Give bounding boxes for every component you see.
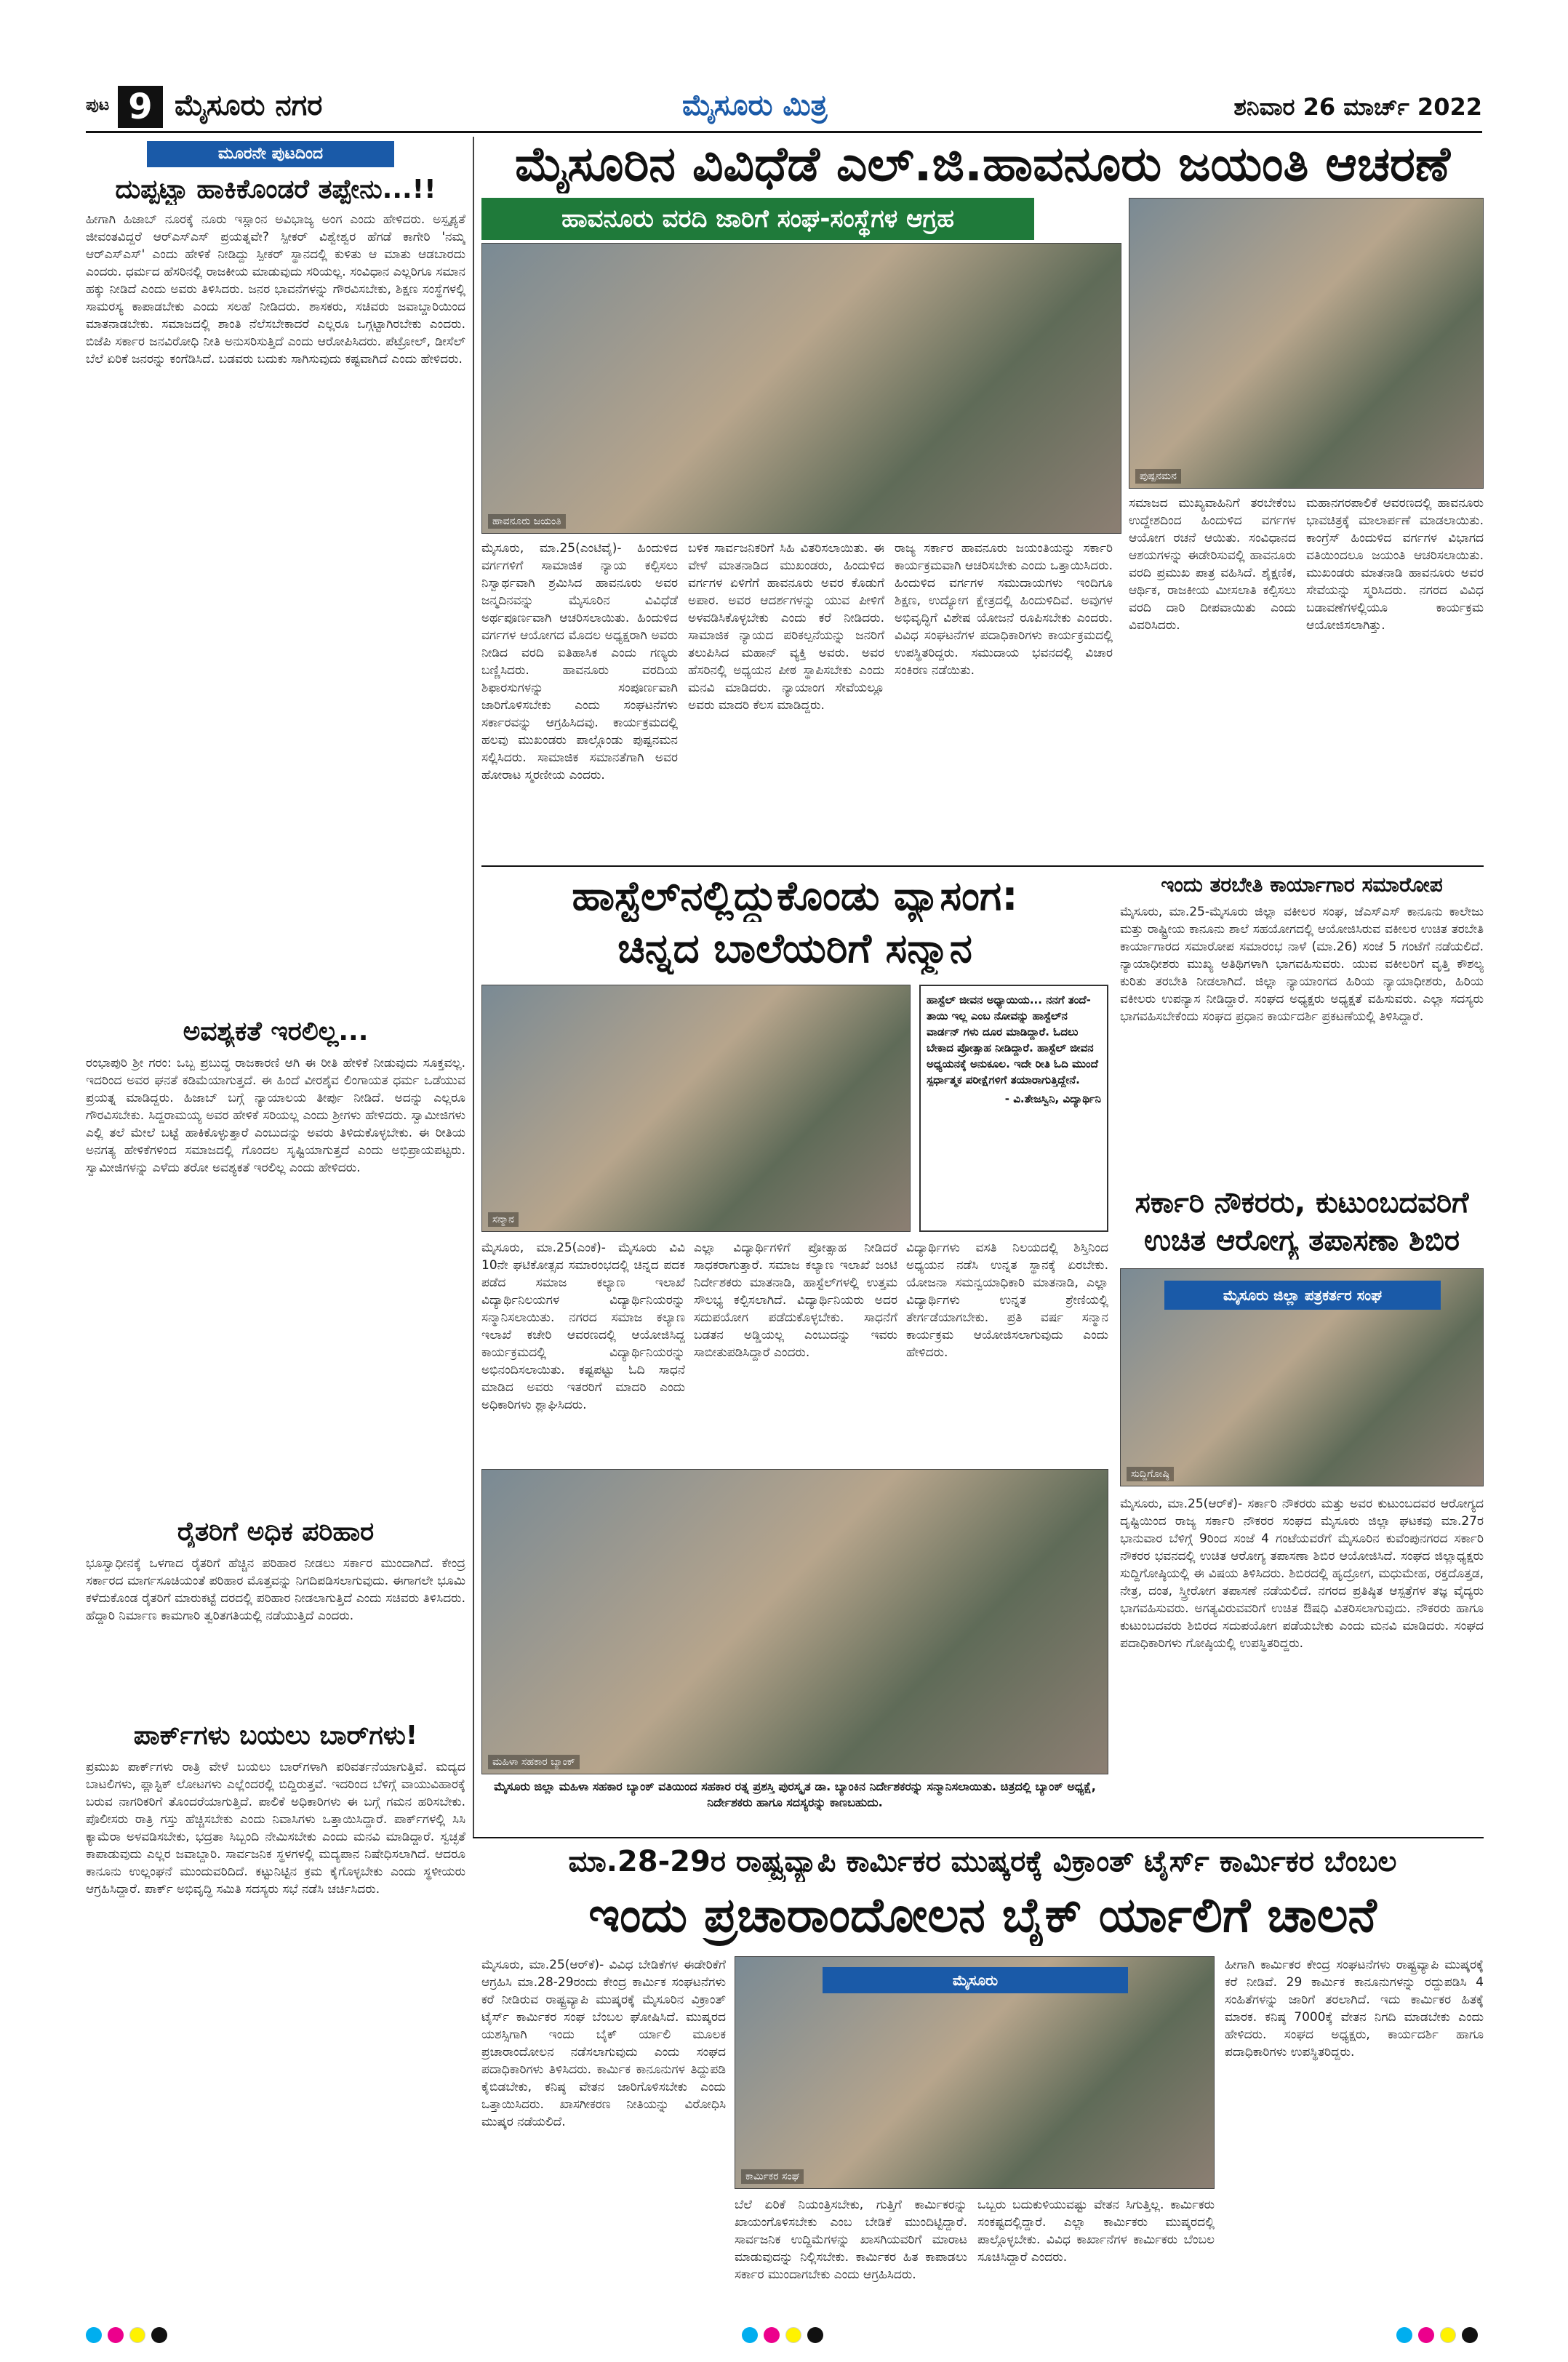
lead-side-photo-label: ಪುಷ್ಪನಮನ — [1135, 469, 1181, 484]
reg-black-mark — [151, 2327, 167, 2343]
left-column — [86, 137, 465, 2151]
dupatta-headline: ದುಪ್ಪಟ್ಟಾ ಹಾಕಿಕೊಂಡರೆ ತಪ್ಪೇನು...!! — [115, 175, 436, 204]
workshop-headline: ಇಂದು ತರಬೇತಿ ಕಾರ್ಯಾಗಾರ ಸಮಾರೋಪ — [1161, 873, 1443, 897]
reg-black-mark — [807, 2327, 823, 2343]
strike-top-rule — [473, 1837, 1484, 1838]
hostel-col2: ಎಲ್ಲಾ ವಿದ್ಯಾರ್ಥಿಗಳಿಗೆ ಪ್ರೋತ್ಸಾಹ ನೀಡಿದರೆ ಸಾಧಕರಾಗುತ್ತಾರೆ. ಸಮಾಜ ಕಲ್ಯಾಣ ಇಲಾಖೆ ಜಂಟಿ ನಿರ್ದೇಶಕರು ಮಾತನಾಡಿ, ಹಾಸ್ಟೆಲ್‌ಗಳಲ್ಲಿ ಉತ್ತಮ ಸೌಲಭ್ಯ ಕಲ್ಪಿಸಲಾಗಿದೆ. ವಿದ್ಯಾರ್ಥಿನಿಯರು ಅದರ ಸದುಪಯೋಗ ಪಡೆದುಕೊಳ್ಳಬೇಕು. ಸಾಧನೆಗೆ ಬಡತನ ಅಡ್ಡಿಯಲ್ಲ ಎಂಬುದನ್ನು ಇವರು ಸಾಬೀತುಪಡಿಸಿದ್ದಾರೆ ಎಂದರು. — [694, 1241, 897, 1360]
registration-marks-left — [86, 2327, 173, 2346]
reg-black-mark — [1462, 2327, 1478, 2343]
reg-yellow-mark — [785, 2327, 801, 2343]
strike-photo-label: ಕಾರ್ಮಿಕರ ಸಂಘ — [741, 2169, 804, 2184]
left-column-divider — [473, 137, 474, 1838]
lead-main-photo — [481, 243, 1121, 534]
avashyakate-headline: ಅವಶ್ಯಕತೆ ಇರಲಿಲ್ಲ... — [183, 1017, 369, 1046]
health-photo-label: ಸುದ್ದಿಗೋಷ್ಠಿ — [1127, 1467, 1174, 1481]
masthead-rule — [86, 131, 1482, 133]
lead-col1: ಮೈಸೂರು, ಮಾ.25(ಎಂಟಿವೈ)- ಹಿಂದುಳಿದ ವರ್ಗಗಳಿಗೆ ಸಾಮಾಜಿಕ ನ್ಯಾಯ ಕಲ್ಪಿಸಲು ನಿಸ್ವಾರ್ಥವಾಗಿ ಶ್ರಮಿಸಿದ ಹಾವನೂರು ಅವರ ಜನ್ಮದಿನವನ್ನು ಮೈಸೂರಿನ ವಿವಿಧೆಡೆ ಅರ್ಥಪೂರ್ಣವಾಗಿ ಆಚರಿಸಲಾಯಿತು. ಹಿಂದುಳಿದ ವರ್ಗಗಳ ಆಯೋಗದ ಮೊದಲ ಅಧ್ಯಕ್ಷರಾಗಿ ಅವರು ನೀಡಿದ ವರದಿ ಐತಿಹಾಸಿಕ ಎಂದು ಗಣ್ಯರು ಬಣ್ಣಿಸಿದರು. ಹಾವನೂರು ವರದಿಯ ಶಿಫಾರಸುಗಳನ್ನು ಸಂಪೂರ್ಣವಾಗಿ ಜಾರಿಗೊಳಿಸಬೇಕು ಎಂದು ಸಂಘಟನೆಗಳು ಸರ್ಕಾರವನ್ನು ಆಗ್ರಹಿಸಿದವು. ಕಾರ್ಯಕ್ರಮದಲ್ಲಿ ಹಲವು ಮುಖಂಡರು ಪಾಲ್ಗೊಂಡು ಪುಷ್ಪನಮನ ಸಲ್ಲಿಸಿದರು. ಸಾಮಾಜಿಕ ಸಮಾನತೆಗಾಗಿ ಅವರ ಹೋರಾಟ ಸ್ಮರಣೀಯ ಎಂದರು. — [481, 541, 678, 782]
health-photo-banner: ಮೈಸೂರು ಜಿಲ್ಲಾ ಪತ್ರಕರ್ತರ ಸಂಘ — [1164, 1281, 1441, 1310]
reg-cyan-mark — [1396, 2327, 1412, 2343]
women-coop-photo — [481, 1469, 1108, 1774]
strike-photo-banner: ಮೈಸೂರು — [823, 1967, 1128, 1993]
strike-photo — [735, 1956, 1215, 2189]
hostel-photo — [481, 985, 911, 1232]
section-title: ಮೈಸೂರು ನಗರ — [175, 89, 323, 122]
hostel-quote: ಹಾಸ್ಟೆಲ್ ಜೀವನ ಅಧ್ಯಾಯಿಯ... ನನಗೆ ತಂದೆ-ತಾಯಿ ಇಲ್ಲ ಎಂಬ ನೋವನ್ನು ಹಾಸ್ಟೆಲ್‌ನ ವಾರ್ಡನ್ ಗಳು ದೂರ ಮಾಡಿದ್ದಾರೆ. ಓದಲು ಬೇಕಾದ ಪ್ರೋತ್ಸಾಹ ನೀಡಿದ್ದಾರೆ. ಹಾಸ್ಟೆಲ್ ಜೀವನ ಅಧ್ಯಯನಕ್ಕೆ ಅನುಕೂಲ. ಇದೇ ರೀತಿ ಓದಿ ಮುಂದೆ ಸ್ಪರ್ಧಾತ್ಮಕ ಪರೀಕ್ಷೆಗಳಿಗೆ ತಯಾರಾಗುತ್ತಿದ್ದೇನೆ. — [927, 993, 1098, 1086]
reg-yellow-mark — [1440, 2327, 1456, 2343]
lead-side-photo — [1129, 198, 1484, 489]
paper-name: ಮೈಸೂರು ಮಿತ್ರ — [682, 89, 828, 122]
lead-col5: ಮಹಾನಗರಪಾಲಿಕೆ ಆವರಣದಲ್ಲಿ ಹಾವನೂರು ಭಾವಚಿತ್ರಕ್ಕೆ ಮಾಲಾರ್ಪಣೆ ಮಾಡಲಾಯಿತು. ಕಾಂಗ್ರೆಸ್ ಹಿಂದುಳಿದ ವರ್ಗಗಳ ವಿಭಾಗದ ವತಿಯಿಂದಲೂ ಜಯಂತಿ ಆಚರಿಸಲಾಯಿತು. ಮುಖಂಡರು ಮಾತನಾಡಿ ಹಾವನೂರು ಅವರ ಸೇವೆಯನ್ನು ಸ್ಮರಿಸಿದರು. ನಗರದ ವಿವಿಧ ಬಡಾವಣೆಗಳಲ್ಲಿಯೂ ಕಾರ್ಯಕ್ರಮ ಆಯೋಜಿಸಲಾಗಿತ್ತು. — [1306, 496, 1484, 633]
strike-headline-1: ಮಾ.28-29ರ ರಾಷ್ಟ್ರವ್ಯಾಪಿ ಕಾರ್ಮಿಕರ ಮುಷ್ಕರಕ್ಕೆ ವಿಕ್ರಾಂತ್ ಟೈರ್ಸ್ ಕಾರ್ಮಿಕರ ಬೆಂಬಲ — [568, 1845, 1397, 1878]
women-coop-photo-label: ಮಹಿಳಾ ಸಹಕಾರ ಬ್ಯಾಂಕ್ — [488, 1755, 580, 1769]
lead-main-photo-label: ಹಾವನೂರು ಜಯಂತಿ — [488, 514, 566, 529]
workshop-block — [1120, 871, 1484, 1177]
lead-col2: ಬಳಿಕ ಸಾರ್ವಜನಿಕರಿಗೆ ಸಿಹಿ ವಿತರಿಸಲಾಯಿತು. ಈ ವೇಳೆ ಮಾತನಾಡಿದ ಮುಖಂಡರು, ಹಿಂದುಳಿದ ವರ್ಗಗಳ ಏಳಿಗೆಗೆ ಹಾವನೂರು ಅವರ ಕೊಡುಗೆ ಅಪಾರ. ಅವರ ಆದರ್ಶಗಳನ್ನು ಯುವ ಪೀಳಿಗೆ ಅಳವಡಿಸಿಕೊಳ್ಳಬೇಕು ಎಂದು ಕರೆ ನೀಡಿದರು. ಸಾಮಾಜಿಕ ನ್ಯಾಯದ ಪರಿಕಲ್ಪನೆಯನ್ನು ಜನರಿಗೆ ತಲುಪಿಸಿದ ಮಹಾನ್ ವ್ಯಕ್ತಿ ಅವರು. ಅವರ ಹೆಸರಿನಲ್ಲಿ ಅಧ್ಯಯನ ಪೀಠ ಸ್ಥಾಪಿಸಬೇಕು ಎಂದು ಮನವಿ ಮಾಡಿದರು. ನ್ಯಾಯಾಂಗ ಸೇವೆಯಲ್ಲೂ ಅವರು ಮಾದರಿ ಕೆಲಸ ಮಾಡಿದ್ದರು. — [688, 541, 884, 713]
lead-bottom-rule — [481, 865, 1484, 867]
raitarige-headline: ರೈತರಿಗೆ ಅಧಿಕ ಪರಿಹಾರ — [177, 1517, 375, 1547]
hostel-quote-author: - ವಿ.ತೇಜಸ್ವಿನಿ, ವಿದ್ಯಾರ್ಥಿನಿ — [1004, 1092, 1101, 1105]
reg-magenta-mark — [108, 2327, 124, 2343]
reg-magenta-mark — [764, 2327, 780, 2343]
health-headline-1: ಸರ್ಕಾರಿ ನೌಕರರು, ಕುಟುಂಬದವರಿಗೆ — [1135, 1186, 1469, 1220]
reg-cyan-mark — [742, 2327, 758, 2343]
hostel-col1: ಮೈಸೂರು, ಮಾ.25(ಎಂಕೆ)- ಮೈಸೂರು ವಿವಿ 10ನೇ ಘಟಿಕೋತ್ಸವ ಸಮಾರಂಭದಲ್ಲಿ ಚಿನ್ನದ ಪದಕ ಪಡೆದ ಸಮಾಜ ಕಲ್ಯಾಣ ಇಲಾಖೆ ವಿದ್ಯಾರ್ಥಿನಿಲಯಗಳ ವಿದ್ಯಾರ್ಥಿನಿಯರನ್ನು ಸನ್ಮಾನಿಸಲಾಯಿತು. ನಗರದ ಸಮಾಜ ಕಲ್ಯಾಣ ಇಲಾಖೆ ಕಚೇರಿ ಆವರಣದಲ್ಲಿ ಆಯೋಜಿಸಿದ್ದ ಕಾರ್ಯಕ್ರಮದಲ್ಲಿ ವಿದ್ಯಾರ್ಥಿನಿಯರನ್ನು ಅಭಿನಂದಿಸಲಾಯಿತು. ಕಷ್ಟಪಟ್ಟು ಓದಿ ಸಾಧನೆ ಮಾಡಿದ ಅವರು ಇತರರಿಗೆ ಮಾದರಿ ಎಂದು ಅಧಿಕಾರಿಗಳು ಶ್ಲಾಘಿಸಿದರು. — [481, 1241, 685, 1412]
strike-col1: ಮೈಸೂರು, ಮಾ.25(ಆರ್‌ಕೆ)- ವಿವಿಧ ಬೇಡಿಕೆಗಳ ಈಡೇರಿಕೆಗೆ ಆಗ್ರಹಿಸಿ ಮಾ.28-29ರಂದು ಕೇಂದ್ರ ಕಾರ್ಮಿಕ ಸಂಘಟನೆಗಳು ಕರೆ ನೀಡಿರುವ ರಾಷ್ಟ್ರವ್ಯಾಪಿ ಮುಷ್ಕರಕ್ಕೆ ಮೈಸೂರಿನ ವಿಕ್ರಾಂತ್ ಟೈರ್ಸ್ ಕಾರ್ಮಿಕರ ಸಂಘ ಬೆಂಬಲ ಘೋಷಿಸಿದೆ. ಮುಷ್ಕರದ ಯಶಸ್ಸಿಗಾಗಿ ಇಂದು ಬೈಕ್ ರ್ಯಾಲಿ ಮೂಲಕ ಪ್ರಚಾರಾಂದೋಲನ ನಡೆಸಲಾಗುವುದು ಎಂದು ಸಂಘದ ಪದಾಧಿಕಾರಿಗಳು ತಿಳಿಸಿದರು. ಕಾರ್ಮಿಕ ಕಾನೂನುಗಳ ತಿದ್ದುಪಡಿ ಕೈಬಿಡಬೇಕು, ಕನಿಷ್ಠ ವೇತನ ಜಾರಿಗೊಳಿಸಬೇಕು ಎಂದು ಒತ್ತಾಯಿಸಿದರು. ಖಾಸಗೀಕರಣ ನೀತಿಯನ್ನು ವಿರೋಧಿಸಿ ಮುಷ್ಕರ ನಡೆಯಲಿದೆ. — [481, 1958, 726, 2129]
reg-yellow-mark — [129, 2327, 145, 2343]
reg-magenta-mark — [1418, 2327, 1434, 2343]
avashyakate-body: ರಂಭಾಪುರಿ ಶ್ರೀ ಗರಂ: ಒಬ್ಬ ಪ್ರಬುದ್ಧ ರಾಜಕಾರಣಿ ಆಗಿ ಈ ರೀತಿ ಹೇಳಿಕೆ ನೀಡುವುದು ಸೂಕ್ತವಲ್ಲ. ಇದರಿಂದ ಅವರ ಘನತೆ ಕಡಿಮೆಯಾಗುತ್ತದೆ. ಈ ಹಿಂದೆ ವೀರಶೈವ ಲಿಂಗಾಯತ ಧರ್ಮ ಒಡೆಯುವ ಪ್ರಯತ್ನ ಮಾಡಿದ್ದರು. ಹಿಜಾಬ್ ಬಗ್ಗೆ ನ್ಯಾಯಾಲಯ ತೀರ್ಪು ನೀಡಿದೆ. ಅದನ್ನು ಎಲ್ಲರೂ ಗೌರವಿಸಬೇಕು. ಸಿದ್ದರಾಮಯ್ಯ ಅವರ ಹೇಳಿಕೆ ಸರಿಯಲ್ಲ ಎಂದು ಶ್ರೀಗಳು ಹೇಳಿದರು. ಸ್ವಾಮೀಜಿಗಳು ಎಲ್ಲಿ ತಲೆ ಮೇಲೆ ಬಟ್ಟೆ ಹಾಕಿಕೊಳ್ಳುತ್ತಾರೆ ಎಂಬುದನ್ನು ಅವರು ತಿಳಿದುಕೊಳ್ಳಬೇಕು. ಈ ರೀತಿಯ ಅನಗತ್ಯ ಹೇಳಿಕೆಗಳಿಂದ ಸಮಾಜದಲ್ಲಿ ಗೊಂದಲ ಸೃಷ್ಟಿಯಾಗುತ್ತದೆ ಎಂದು ಅಭಿಪ್ರಾಯಪಟ್ಟರು. ಸ್ವಾಮೀಜಿಗಳನ್ನು ಎಳೆದು ತರೋ ಅವಶ್ಯಕತೆ ಇರಲಿಲ್ಲ ಎಂದು ಹೇಳಿದರು. — [86, 1056, 465, 1175]
parks-headline: ಪಾರ್ಕ್‌ಗಳು ಬಯಲು ಬಾರ್‌ಗಳು! — [133, 1721, 418, 1750]
hostel-col3: ವಿದ್ಯಾರ್ಥಿಗಳು ವಸತಿ ನಿಲಯದಲ್ಲಿ ಶಿಸ್ತಿನಿಂದ ಅಧ್ಯಯನ ನಡೆಸಿ ಉನ್ನತ ಸ್ಥಾನಕ್ಕೆ ಏರಬೇಕು. ಯೋಜನಾ ಸಮನ್ವಯಾಧಿಕಾರಿ ಮಾತನಾಡಿ, ಎಲ್ಲಾ ವಿದ್ಯಾರ್ಥಿಗಳು ಉನ್ನತ ಶ್ರೇಣಿಯಲ್ಲಿ ತೇರ್ಗಡೆಯಾಗಬೇಕು. ಪ್ರತಿ ವರ್ಷ ಸನ್ಮಾನ ಕಾರ್ಯಕ್ರಮ ಆಯೋಜಿಸಲಾಗುವುದು ಎಂದು ಹೇಳಿದರು. — [906, 1241, 1108, 1360]
workshop-body: ಮೈಸೂರು, ಮಾ.25-ಮೈಸೂರು ಜಿಲ್ಲಾ ವಕೀಲರ ಸಂಘ, ಜೆಎಸ್‌ಎಸ್ ಕಾನೂನು ಕಾಲೇಜು ಮತ್ತು ರಾಷ್ಟ್ರೀಯ ಕಾನೂನು ಶಾಲೆ ಸಹಯೋಗದಲ್ಲಿ ಆಯೋಜಿಸಿರುವ ವಕೀಲರ ಉಚಿತ ತರಬೇತಿ ಕಾರ್ಯಾಗಾರದ ಸಮಾರೋಪ ಸಮಾರಂಭ ನಾಳೆ (ಮಾ.26) ಸಂಜೆ 5 ಗಂಟೆಗೆ ನಡೆಯಲಿದೆ. ನ್ಯಾಯಾಧೀಶರು ಮುಖ್ಯ ಅತಿಥಿಗಳಾಗಿ ಭಾಗವಹಿಸುವರು. ಯುವ ವಕೀಲರಿಗೆ ವೃತ್ತಿ ಕೌಶಲ್ಯ ಕುರಿತು ತರಬೇತಿ ನೀಡಲಾಗಿದೆ. ಜಿಲ್ಲಾ ನ್ಯಾಯಾಂಗದ ಹಿರಿಯ ನ್ಯಾಯಾಧೀಶರು, ಹಿರಿಯ ವಕೀಲರು ಉಪನ್ಯಾಸ ನೀಡಿದ್ದಾರೆ. ಸಂಘದ ಅಧ್ಯಕ್ಷರು ಅಧ್ಯಕ್ಷತೆ ವಹಿಸುವರು. ಎಲ್ಲಾ ಸದಸ್ಯರು ಭಾಗವಹಿಸಬೇಕೆಂದು ಸಂಘದ ಪ್ರಧಾನ ಕಾರ್ಯದರ್ಶಿ ಪ್ರಕಟಣೆಯಲ್ಲಿ ತಿಳಿಸಿದ್ದಾರೆ. — [1120, 905, 1484, 1024]
hostel-quote-box — [919, 985, 1108, 1232]
lead-col3: ರಾಜ್ಯ ಸರ್ಕಾರ ಹಾವನೂರು ಜಯಂತಿಯನ್ನು ಸರ್ಕಾರಿ ಕಾರ್ಯಕ್ರಮವಾಗಿ ಆಚರಿಸಬೇಕು ಎಂದು ಒತ್ತಾಯಿಸಿದರು. ಹಿಂದುಳಿದ ವರ್ಗಗಳ ಸಮುದಾಯಗಳು ಇಂದಿಗೂ ಶಿಕ್ಷಣ, ಉದ್ಯೋಗ ಕ್ಷೇತ್ರದಲ್ಲಿ ಹಿಂದುಳಿದಿವೆ. ಅವುಗಳ ಅಭಿವೃದ್ಧಿಗೆ ವಿಶೇಷ ಯೋಜನೆ ರೂಪಿಸಬೇಕು ಎಂದರು. ವಿವಿಧ ಸಂಘಟನೆಗಳ ಪದಾಧಿಕಾರಿಗಳು ಕಾರ್ಯಕ್ರಮದಲ್ಲಿ ಉಪಸ್ಥಿತರಿದ್ದರು. ಸಮುದಾಯ ಭವನದಲ್ಲಿ ವಿಚಾರ ಸಂಕಿರಣ ನಡೆಯಿತು. — [895, 541, 1113, 678]
strike-col2: ಬೆಲೆ ಏರಿಕೆ ನಿಯಂತ್ರಿಸಬೇಕು, ಗುತ್ತಿಗೆ ಕಾರ್ಮಿಕರನ್ನು ಖಾಯಂಗೊಳಿಸಬೇಕು ಎಂಬ ಬೇಡಿಕೆ ಮುಂದಿಟ್ಟಿದ್ದಾರೆ. ಸಾರ್ವಜನಿಕ ಉದ್ದಿಮೆಗಳನ್ನು ಖಾಸಗಿಯವರಿಗೆ ಮಾರಾಟ ಮಾಡುವುದನ್ನು ನಿಲ್ಲಿಸಬೇಕು. ಕಾರ್ಮಿಕರ ಹಿತ ಕಾಪಾಡಲು ಸರ್ಕಾರ ಮುಂದಾಗಬೇಕು ಎಂದು ಆಗ್ರಹಿಸಿದರು. — [735, 2198, 967, 2282]
health-photo — [1120, 1268, 1484, 1486]
health-headline-2: ಉಚಿತ ಆರೋಗ್ಯ ತಪಾಸಣಾ ಶಿಬಿರ — [1143, 1224, 1460, 1257]
page-number-badge: 9 — [118, 86, 163, 128]
reg-cyan-mark — [86, 2327, 102, 2343]
registration-marks-right — [1396, 2327, 1484, 2346]
women-coop-caption: ಮೈಸೂರು ಜಿಲ್ಲಾ ಮಹಿಳಾ ಸಹಕಾರ ಬ್ಯಾಂಕ್ ವತಿಯಿಂದ ಸಹಕಾರ ರತ್ನ ಪ್ರಶಸ್ತಿ ಪುರಸ್ಕೃತ ಡಾ. ಬ್ಯಾಂಕಿನ ನಿರ್ದೇಶಕರನ್ನು ಸನ್ಮಾನಿಸಲಾಯಿತು. ಚಿತ್ರದಲ್ಲಿ ಬ್ಯಾಂಕ್ ಅಧ್ಯಕ್ಷೆ, ನಿರ್ದೇಶಕರು ಹಾಗೂ ಸದಸ್ಯರನ್ನು ಕಾಣಬಹುದು. — [494, 1779, 1096, 1809]
page-label: ಪುಟ — [86, 96, 110, 114]
lead-headline: ಮೈಸೂರಿನ ವಿವಿಧೆಡೆ ಎಲ್.ಜಿ.ಹಾವನೂರು ಜಯಂತಿ ಆಚರಣೆ — [515, 136, 1450, 192]
strike-col3: ಒಬ್ಬರು ಬದುಕುಳಿಯುವಷ್ಟು ವೇತನ ಸಿಗುತ್ತಿಲ್ಲ. ಕಾರ್ಮಿಕರು ಸಂಕಷ್ಟದಲ್ಲಿದ್ದಾರೆ. ಎಲ್ಲಾ ಕಾರ್ಮಿಕರು ಮುಷ್ಕರದಲ್ಲಿ ಪಾಲ್ಗೊಳ್ಳಬೇಕು. ವಿವಿಧ ಕಾರ್ಖಾನೆಗಳ ಕಾರ್ಮಿಕರು ಬೆಂಬಲ ಸೂಚಿಸಿದ್ದಾರೆ ಎಂದರು. — [977, 2198, 1215, 2265]
strike-col4: ಹೀಗಾಗಿ ಕಾರ್ಮಿಕರ ಕೇಂದ್ರ ಸಂಘಟನೆಗಳು ರಾಷ್ಟ್ರವ್ಯಾಪಿ ಮುಷ್ಕರಕ್ಕೆ ಕರೆ ನೀಡಿವೆ. 29 ಕಾರ್ಮಿಕ ಕಾನೂನುಗಳನ್ನು ರದ್ದುಪಡಿಸಿ 4 ಸಂಹಿತೆಗಳನ್ನು ಜಾರಿಗೆ ತರಲಾಗಿದೆ. ಇದು ಕಾರ್ಮಿಕರ ಹಿತಕ್ಕೆ ಮಾರಕ. ಕನಿಷ್ಠ 7000ಕ್ಕೆ ವೇತನ ನಿಗದಿ ಮಾಡಬೇಕು ಎಂದು ಹೇಳಿದರು. ಸಂಘದ ಅಧ್ಯಕ್ಷರು, ಕಾರ್ಯದರ್ಶಿ ಹಾಗೂ ಪದಾಧಿಕಾರಿಗಳು ಉಪಸ್ಥಿತರಿದ್ದರು. — [1225, 1958, 1484, 2059]
lead-subheadline: ಹಾವನೂರು ವರದಿ ಜಾರಿಗೆ ಸಂಘ-ಸಂಸ್ಥೆಗಳ ಆಗ್ರಹ — [481, 198, 1034, 240]
lead-col4: ಸಮಾಜದ ಮುಖ್ಯವಾಹಿನಿಗೆ ತರಬೇಕೆಂಬ ಉದ್ದೇಶದಿಂದ ಹಿಂದುಳಿದ ವರ್ಗಗಳ ಆಯೋಗ ರಚನೆ ಆಯಿತು. ಸಂವಿಧಾನದ ಆಶಯಗಳನ್ನು ಈಡೇರಿಸುವಲ್ಲಿ ಹಾವನೂರು ವರದಿ ಪ್ರಮುಖ ಪಾತ್ರ ವಹಿಸಿದೆ. ಶೈಕ್ಷಣಿಕ, ಆರ್ಥಿಕ, ರಾಜಕೀಯ ಮೀಸಲಾತಿ ಕಲ್ಪಿಸಲು ವರದಿ ದಾರಿ ದೀಪವಾಯಿತು ಎಂದು ವಿವರಿಸಿದರು. — [1129, 496, 1296, 633]
date: ಶನಿವಾರ 26 ಮಾರ್ಚ್ 2022 — [1233, 93, 1482, 121]
continued-tag: ಮೂರನೇ ಪುಟದಿಂದ — [147, 141, 394, 167]
parks-body: ಪ್ರಮುಖ ಪಾರ್ಕ್‌ಗಳು ರಾತ್ರಿ ವೇಳೆ ಬಯಲು ಬಾರ್‌ಗಳಾಗಿ ಪರಿವರ್ತನೆಯಾಗುತ್ತಿವೆ. ಮದ್ಯದ ಬಾಟಲಿಗಳು, ಪ್ಲಾಸ್ಟಿಕ್ ಲೋಟಗಳು ಎಲ್ಲೆಂದರಲ್ಲಿ ಬಿದ್ದಿರುತ್ತವೆ. ಇದರಿಂದ ಬೆಳಿಗ್ಗೆ ವಾಯುವಿಹಾರಕ್ಕೆ ಬರುವ ನಾಗರಿಕರಿಗೆ ತೊಂದರೆಯಾಗುತ್ತಿದೆ. ಪಾಲಿಕೆ ಅಧಿಕಾರಿಗಳು ಈ ಬಗ್ಗೆ ಗಮನ ಹರಿಸಬೇಕು. ಪೊಲೀಸರು ರಾತ್ರಿ ಗಸ್ತು ಹೆಚ್ಚಿಸಬೇಕು ಎಂದು ನಿವಾಸಿಗಳು ಒತ್ತಾಯಿಸಿದ್ದಾರೆ. ಪಾರ್ಕ್‌ಗಳಲ್ಲಿ ಸಿಸಿ ಕ್ಯಾಮೆರಾ ಅಳವಡಿಸಬೇಕು, ಭದ್ರತಾ ಸಿಬ್ಬಂದಿ ನೇಮಿಸಬೇಕು ಎಂದು ಮನವಿ ಮಾಡಿದ್ದಾರೆ. ಸ್ವಚ್ಛತೆ ಕಾಪಾಡುವುದು ಎಲ್ಲರ ಜವಾಬ್ದಾರಿ. ಸಾರ್ವಜನಿಕ ಸ್ಥಳಗಳಲ್ಲಿ ಮದ್ಯಪಾನ ನಿಷೇಧಿಸಲಾಗಿದೆ. ಆದರೂ ಕಾನೂನು ಉಲ್ಲಂಘನೆ ಮುಂದುವರಿದಿದೆ. ಕಟ್ಟುನಿಟ್ಟಿನ ಕ್ರಮ ಕೈಗೊಳ್ಳಬೇಕು ಎಂದು ಸ್ಥಳೀಯರು ಆಗ್ರಹಿಸಿದ್ದಾರೆ. ಪಾರ್ಕ್ ಅಭಿವೃದ್ಧಿ ಸಮಿತಿ ಸದಸ್ಯರು ಸಭೆ ನಡೆಸಿ ಚರ್ಚಿಸಿದರು. — [86, 1760, 465, 1897]
hostel-photo-label: ಸನ್ಮಾನ — [488, 1212, 519, 1227]
strike-headline-2: ಇಂದು ಪ್ರಚಾರಾಂದೋಲನ ಬೈಕ್ ರ್ಯಾಲಿಗೆ ಚಾಲನೆ — [588, 1887, 1377, 1943]
masthead — [86, 86, 1482, 131]
health-body: ಮೈಸೂರು, ಮಾ.25(ಆರ್‌ಕೆ)- ಸರ್ಕಾರಿ ನೌಕರರು ಮತ್ತು ಅವರ ಕುಟುಂಬದವರ ಆರೋಗ್ಯದ ದೃಷ್ಟಿಯಿಂದ ರಾಜ್ಯ ಸರ್ಕಾರಿ ನೌಕರರ ಸಂಘದ ಮೈಸೂರು ಜಿಲ್ಲಾ ಘಟಕವು ಮಾ.27ರ ಭಾನುವಾರ ಬೆಳಿಗ್ಗೆ 9ರಿಂದ ಸಂಜೆ 4 ಗಂಟೆಯವರೆಗೆ ಮೈಸೂರಿನ ಕುವೆಂಪುನಗರದ ಸರ್ಕಾರಿ ನೌಕರರ ಭವನದಲ್ಲಿ ಉಚಿತ ಆರೋಗ್ಯ ತಪಾಸಣಾ ಶಿಬಿರ ಆಯೋಜಿಸಿದೆ. ಸಂಘದ ಜಿಲ್ಲಾಧ್ಯಕ್ಷರು ಸುದ್ದಿಗೋಷ್ಠಿಯಲ್ಲಿ ಈ ವಿಷಯ ತಿಳಿಸಿದರು. ಶಿಬಿರದಲ್ಲಿ ಹೃದ್ರೋಗ, ಮಧುಮೇಹ, ರಕ್ತದೊತ್ತಡ, ನೇತ್ರ, ದಂತ, ಸ್ತ್ರೀರೋಗ ತಪಾಸಣೆ ನಡೆಯಲಿದೆ. ನಗರದ ಪ್ರತಿಷ್ಠಿತ ಆಸ್ಪತ್ರೆಗಳ ತಜ್ಞ ವೈದ್ಯರು ಭಾಗವಹಿಸುವರು. ಅಗತ್ಯವಿರುವವರಿಗೆ ಉಚಿತ ಔಷಧಿ ವಿತರಿಸಲಾಗುವುದು. ನೌಕರರು ಹಾಗೂ ಕುಟುಂಬದವರು ಶಿಬಿರದ ಸದುಪಯೋಗ ಪಡೆಯಬೇಕು ಎಂದು ಮನವಿ ಮಾಡಿದರು. ಸಂಘದ ಪದಾಧಿಕಾರಿಗಳು ಗೋಷ್ಠಿಯಲ್ಲಿ ಉಪಸ್ಥಿತರಿದ್ದರು. — [1120, 1497, 1484, 1651]
hostel-headline-2: ಚಿನ್ನದ ಬಾಲೆಯರಿಗೆ ಸನ್ಮಾನ — [617, 925, 972, 972]
registration-marks-center — [742, 2327, 829, 2346]
health-block — [1120, 1184, 1484, 1920]
dupatta-body: ಹೀಗಾಗಿ ಹಿಜಾಬ್ ನೂರಕ್ಕೆ ನೂರು ಇಸ್ಲಾಂನ ಅವಿಭಾಜ್ಯ ಅಂಗ ಎಂದು ಹೇಳಿದರು. ಅಸ್ಪೃಶ್ಯತೆ ಜೀವಂತವಿದ್ದರೆ ಆರ್‌ಎಸ್‌ಎಸ್ ಪ್ರಯತ್ನವೇ? ಸ್ಪೀಕರ್ ವಿಶ್ವೇಶ್ವರ ಹೆಗಡೆ ಕಾಗೇರಿ 'ನಮ್ಮ ಆರ್‌ಎಸ್‌ಎಸ್' ಎಂದು ಹೇಳಿಕೆ ನೀಡಿದ್ದು ಸ್ಪೀಕರ್ ಸ್ಥಾನದಲ್ಲಿ ಕುಳಿತು ಆ ಮಾತು ಆಡಬಾರದು ಎಂದರು. ಧರ್ಮದ ಹೆಸರಿನಲ್ಲಿ ರಾಜಕೀಯ ಮಾಡುವುದು ಸರಿಯಲ್ಲ. ಸಂವಿಧಾನ ಎಲ್ಲರಿಗೂ ಸಮಾನ ಹಕ್ಕು ನೀಡಿದೆ ಎಂದು ಅವರು ತಿಳಿಸಿದರು. ಜನರ ಭಾವನೆಗಳನ್ನು ಗೌರವಿಸಬೇಕು, ಶಿಕ್ಷಣ ಸಂಸ್ಥೆಗಳಲ್ಲಿ ಸಾಮರಸ್ಯ ಕಾಪಾಡಬೇಕು ಎಂದು ಸಲಹೆ ನೀಡಿದರು. ಶಾಸಕರು, ಸಚಿವರು ಜವಾಬ್ದಾರಿಯಿಂದ ಮಾತನಾಡಬೇಕು. ಸಮಾಜದಲ್ಲಿ ಶಾಂತಿ ನೆಲೆಸಬೇಕಾದರೆ ಎಲ್ಲರೂ ಒಗ್ಗಟ್ಟಾಗಿರಬೇಕು ಎಂದರು. ಬಿಜೆಪಿ ಸರ್ಕಾರ ಜನವಿರೋಧಿ ನೀತಿ ಅನುಸರಿಸುತ್ತಿದೆ ಎಂದು ಆರೋಪಿಸಿದರು. ಪೆಟ್ರೋಲ್, ಡೀಸೆಲ್ ಬೆಲೆ ಏರಿಕೆ ಜನರನ್ನು ಕಂಗೆಡಿಸಿದೆ. ಬಡವರು ಬದುಕು ಸಾಗಿಸುವುದು ಕಷ್ಟವಾಗಿದೆ ಎಂದು ಹೇಳಿದರು. — [86, 212, 465, 367]
raitarige-body: ಭೂಸ್ವಾಧೀನಕ್ಕೆ ಒಳಗಾದ ರೈತರಿಗೆ ಹೆಚ್ಚಿನ ಪರಿಹಾರ ನೀಡಲು ಸರ್ಕಾರ ಮುಂದಾಗಿದೆ. ಕೇಂದ್ರ ಸರ್ಕಾರದ ಮಾರ್ಗಸೂಚಿಯಂತೆ ಪರಿಹಾರ ಮೊತ್ತವನ್ನು ನಿಗದಿಪಡಿಸಲಾಗುವುದು. ಈಗಾಗಲೇ ಭೂಮಿ ಕಳೆದುಕೊಂಡ ರೈತರಿಗೆ ಮಾರುಕಟ್ಟೆ ದರದಲ್ಲಿ ಪರಿಹಾರ ನೀಡಲಾಗುತ್ತಿದೆ ಎಂದು ಸಚಿವರು ತಿಳಿಸಿದರು. ಹೆದ್ದಾರಿ ನಿರ್ಮಾಣ ಕಾಮಗಾರಿ ತ್ವರಿತಗತಿಯಲ್ಲಿ ನಡೆಯುತ್ತಿದೆ ಎಂದರು. — [86, 1556, 465, 1623]
hostel-headline-1: ಹಾಸ್ಟೆಲ್‌ನಲ್ಲಿದ್ದುಕೊಂಡು ವ್ಯಾಸಂಗ: — [572, 873, 1018, 920]
